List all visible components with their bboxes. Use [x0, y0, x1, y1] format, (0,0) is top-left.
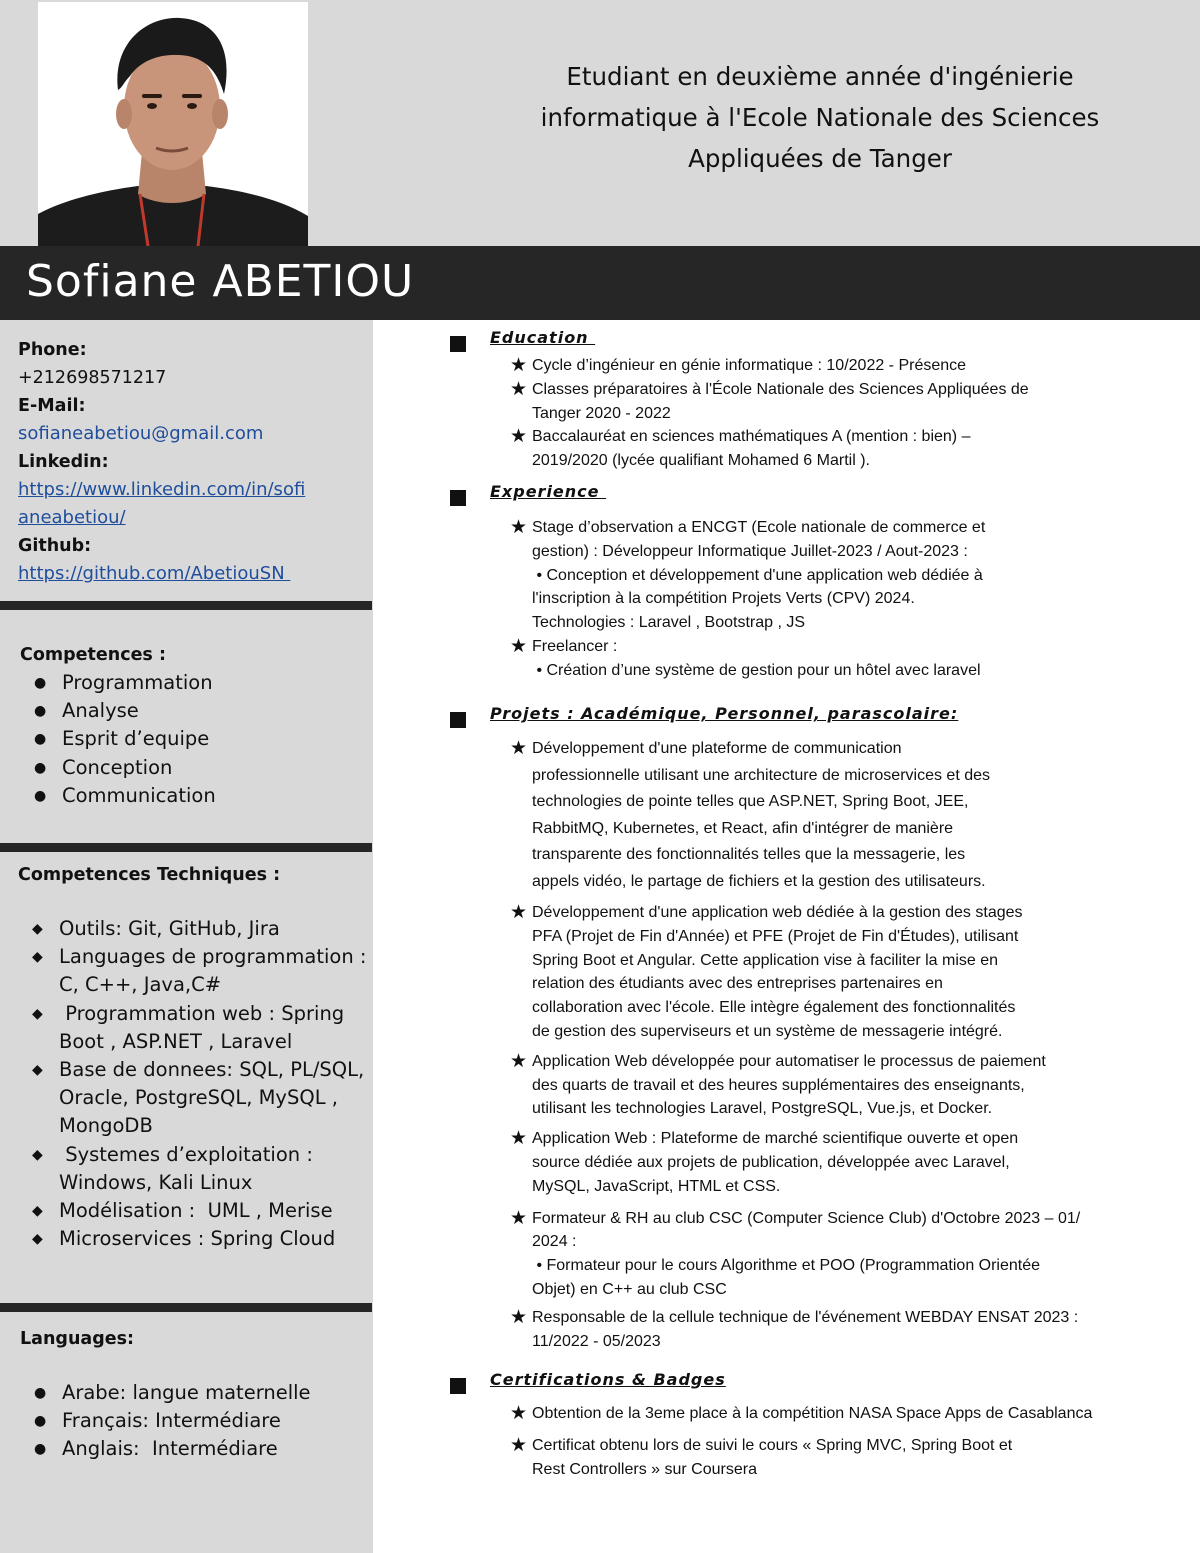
email-label: E-Mail: [18, 396, 86, 416]
experience-section [450, 480, 1170, 683]
list-item: ★ Responsable de la cellule technique de l'événement WEBDAY ENSAT 2023 : 11/2022 - 05/2023 [510, 1306, 1079, 1350]
sidebar-divider [0, 601, 372, 610]
profile-photo [38, 2, 308, 246]
list-item: ★ Formateur & RH au club CSC (Computer Science Club) d'Octobre 2023 – 01/ 2024 : • Formateur pour le cours Algorithme et POO (Programmation Orientée Objet) en C++ au club CSC [510, 1207, 1081, 1298]
headline-line: Appliquées de Tanger [688, 144, 952, 173]
competences-title: Competences : [20, 645, 166, 665]
diamond-bullet-icon: ◆ [32, 1005, 43, 1022]
projects-title: Projets : Académique, Personnel, parascolaire: [490, 704, 959, 723]
star-icon: ★ [510, 1128, 528, 1150]
list-item: ● Analyse [20, 697, 365, 725]
list-item: ● Esprit d’equipe [20, 725, 365, 753]
list-item: ★ Certificat obtenu lors de suivi le cours « Spring MVC, Spring Boot et Rest Controllers » sur Coursera [510, 1434, 1013, 1478]
competences-block [20, 641, 365, 810]
github-link[interactable]: https://github.com/AbetiouSN [18, 563, 291, 584]
square-bullet-icon [450, 1378, 466, 1394]
languages-block [20, 1325, 365, 1464]
diamond-bullet-icon: ◆ [32, 1062, 43, 1079]
headline-line: Etudiant en deuxième année d'ingénierie [566, 62, 1074, 91]
diamond-bullet-icon: ◆ [32, 1203, 43, 1220]
sidebar [0, 320, 373, 1553]
list-item: ● Français: Intermédiare [20, 1407, 365, 1435]
list-item: ★ Développement d'une plateforme de communication professionnelle utilisant une architecture de microservices et des technologies de pointe telles que ASP.NET, Spring Boot, JEE, RabbitMQ, Kubernetes, et React, afin d'intégrer de manière transparente des fonctionnalités telles que la messagerie, les appels vidéo, le partage de fichiers et la gestion des utilisateurs. [510, 738, 991, 890]
list-item: ★ Baccalauréat en sciences mathématiques A (mention : bien) – 2019/2020 (lycée qualifiant Mohamed 6 Martil ). [510, 426, 971, 470]
cv-header [0, 0, 1200, 246]
email-link[interactable]: sofianeabetiou@gmail.com [18, 423, 264, 444]
list-item: ★ Application Web : Plateforme de marché scientifique ouverte et open source dédiée aux projets de publication, développée avec Laravel, MySQL, JavaScript, HTML et CSS. [510, 1128, 1019, 1195]
star-icon: ★ [510, 635, 528, 657]
tech-title: Competences Techniques : [18, 865, 281, 885]
phone-label: Phone: [18, 340, 87, 360]
bullet-icon: ● [34, 1413, 47, 1430]
education-title: Education [490, 328, 596, 347]
star-icon: ★ [510, 1306, 528, 1328]
square-bullet-icon [450, 490, 466, 506]
square-bullet-icon [450, 336, 466, 352]
star-icon: ★ [510, 1434, 528, 1456]
projects-section [450, 702, 1170, 1353]
bullet-icon: ● [34, 759, 47, 776]
bullet-icon: ● [34, 1385, 47, 1401]
bullet-icon: ● [34, 787, 47, 804]
bullet-icon: ● [34, 731, 47, 748]
square-bullet-icon [450, 712, 466, 728]
star-icon: ★ [510, 517, 528, 538]
certifications-section [450, 1368, 1170, 1481]
sidebar-divider [0, 1303, 372, 1312]
diamond-bullet-icon: ◆ [32, 949, 43, 966]
star-icon: ★ [510, 1050, 528, 1072]
bullet-icon: ● [34, 675, 47, 691]
diamond-bullet-icon: ◆ [32, 1231, 43, 1248]
sidebar-divider [0, 843, 372, 852]
languages-list [20, 1379, 365, 1464]
section-heading [450, 326, 1170, 354]
list-item: ● Arabe: langue maternelle [20, 1379, 365, 1407]
list-item: ● Communication [20, 782, 365, 810]
list-item: ◆ Microservices : Spring Cloud [18, 1225, 363, 1253]
contact-block [18, 336, 363, 588]
languages-title: Languages: [20, 1329, 135, 1349]
github-label: Github: [18, 536, 92, 556]
list-item: ● Programmation [20, 669, 365, 697]
linkedin-label: Linkedin: [18, 452, 109, 472]
list-item: ◆ Systemes d’exploitation : Windows, Kali Linux [32, 1142, 313, 1194]
linkedin-link-line[interactable]: aneabetiou/ [18, 507, 126, 528]
list-item: ◆ Programmation web : Spring Boot , ASP.NET , Laravel [32, 1001, 345, 1053]
list-item: ★ Application Web développée pour automatiser le processus de paiement des quarts de travail et des heures supplémentaires des enseignants, utilisant les technologies Laravel, PostgreSQL, Vue.js, et Docker. [510, 1050, 1046, 1118]
diamond-bullet-icon: ◆ [32, 1146, 43, 1163]
star-icon: ★ [510, 378, 528, 400]
diamond-bullet-icon: ◆ [32, 921, 43, 937]
headline-line: informatique à l'Ecole Nationale des Sciences [540, 103, 1100, 132]
full-name: Sofiane ABETIOU [26, 256, 415, 307]
star-icon: ★ [510, 738, 528, 759]
list-item: ● Anglais: Intermédiare [20, 1435, 365, 1463]
list-item: ◆ Modélisation : UML , Merise [18, 1197, 363, 1225]
bullet-icon: ● [34, 703, 47, 720]
star-icon: ★ [510, 426, 528, 448]
section-heading [450, 1368, 1170, 1396]
tech-list [18, 915, 367, 1253]
star-icon: ★ [510, 355, 528, 376]
star-icon: ★ [510, 1207, 528, 1229]
bullet-icon: ● [34, 1441, 47, 1458]
star-icon: ★ [510, 902, 528, 923]
list-item: ★ Obtention de la 3eme place à la compétition NASA Space Apps de Casablanca [510, 1403, 1093, 1424]
headline [500, 56, 1140, 179]
phone-value: +212698571217 [18, 368, 167, 388]
section-heading [450, 480, 1170, 508]
name-bar [0, 246, 1200, 320]
list-item: ★ Freelancer : • Création d’une système de gestion pour un hôtel avec laravel [510, 635, 981, 679]
education-section [450, 326, 1170, 473]
experience-title: Experience [490, 482, 607, 501]
list-item: ◆ Languages de programmation : C, C++, Java,C# [32, 945, 367, 997]
competences-list [20, 669, 365, 810]
list-item: ◆ Base de donnees: SQL, PL/SQL, Oracle, PostgreSQL, MySQL , MongoDB [32, 1058, 365, 1138]
linkedin-link[interactable] [18, 476, 363, 532]
star-icon: ★ [510, 1403, 528, 1424]
certifications-title: Certifications & Badges [490, 1370, 726, 1389]
section-heading [450, 702, 1170, 730]
list-item: ★ Cycle d’ingénieur en génie informatique : 10/2022 - Présence [510, 355, 967, 376]
list-item: ★ Développement d'une application web dédiée à la gestion des stages PFA (Projet de Fin d'Année) et PFE (Projet de Fin d'Études), utilisant Spring Boot et Angular. Cette application vise à faciliter la mise en relation des étudiants avec des entreprises partenaires en collaboration avec l'école. Elle intègre également des fonctionnalités de gestion des superviseurs et un système de messagerie intégré. [510, 902, 1023, 1040]
list-item: ◆ Outils: Git, GitHub, Jira [18, 915, 363, 943]
list-item: ★ Stage d’observation a ENCGT (Ecole nationale de commerce et gestion) : Développeur Informatique Juillet-2023 / Aout-2023 : • Conception et développement d'une application web dédiée à l'inscription à la compétition Projets Verts (CPV) 2024. Technologies : Laravel , Bootstrap , JS [510, 517, 986, 632]
list-item: ★ Classes préparatoires à l'École Nationale des Sciences Appliquées de Tanger 2020 - 2022 [510, 378, 1029, 422]
linkedin-link-line[interactable]: https://www.linkedin.com/in/sofi [18, 479, 306, 500]
tech-block [18, 861, 367, 1253]
list-item: ● Conception [20, 754, 365, 782]
